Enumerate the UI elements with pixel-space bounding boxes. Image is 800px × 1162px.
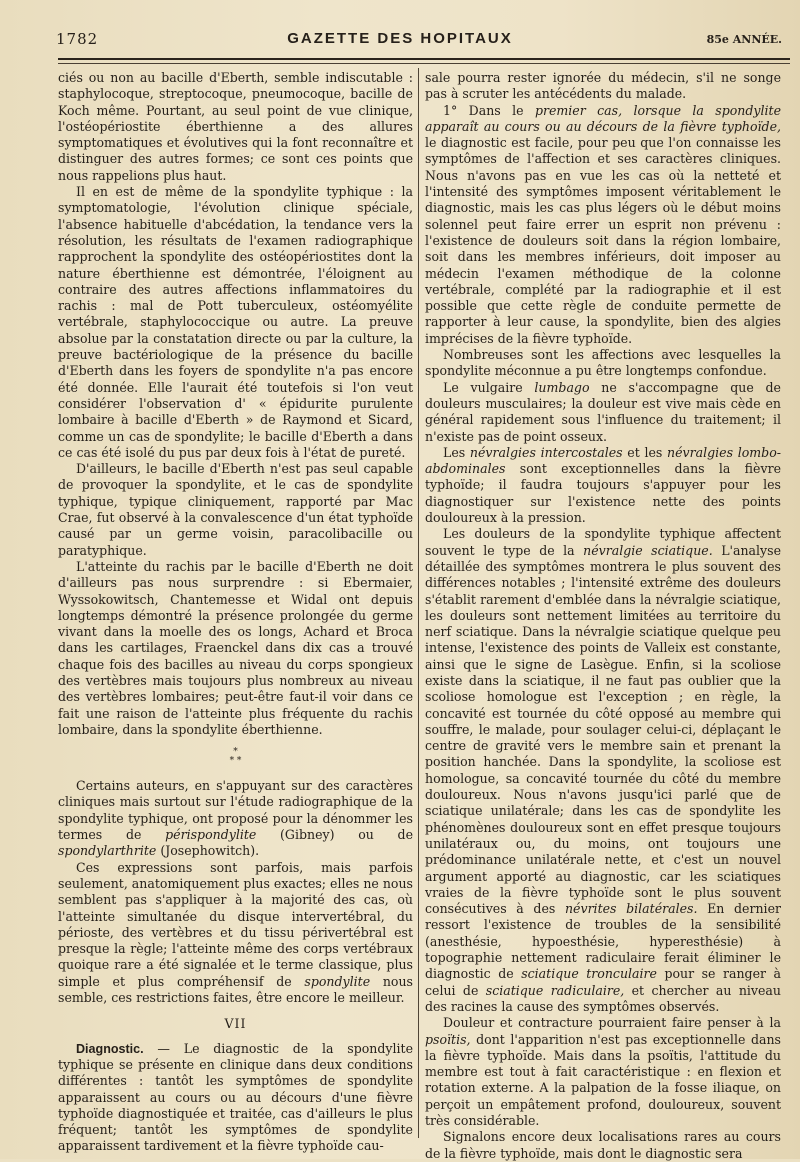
text-run: L'analyse détaillée des symptômes montrera le plus souvent des différences notables ; l'intensité extrême des douleurs s'établit rarement d'emblée dans la névralgie sciatique, les douleurs sont nettement limitées au territoire du nerf sciatique. Dans la névralgie sciatique quelque peu intense, l'existence des points de Valleix est constante, ainsi que le signe de Lasègue. Enfin, si la scoliose existe dans la sciatique, il ne faut pas oublier que la scoliose homologue est l'exception ; en règle, la concavité est tournée du côté opposé au membre qui souffre, le malade, pour soulager celui-ci, déplaçant le centre de gravité vers le membre sain et prenant la position hanchée. Dans la spondylite, la scoliose est homologue, sa concavité tournée du côté du membre douloureux. Nous n'avons jusqu'ici parlé que de sciatique unilatérale; dans les cas de spondylite les phénomènes douloureux sont en effet presque toujours unilatéraux ou, du moins, ont toujours une prédominance unilatérale nette, et c'est un nouvel argument apporté au diagnostic, car les sciatiques vraies de la fièvre typhoïde sont le plus souvent consécutives à des <box>425 542 781 917</box>
paragraph <box>425 526 781 1015</box>
section-separator <box>58 738 413 778</box>
text-run: Ces expressions sont parfois, mais parfois seulement, anatomiquement plus exactes; elles ne nous semblent pas s'appliquer à la majorité des cas, où l'atteinte simultanée du disque intervertébral, du périoste, des vertèbres et du tissu périvertébral est presque la règle; l'atteinte même des corps vertébraux quoique rare a été signalée et le terme classique, plus simple et plus compréhensif de <box>58 859 413 989</box>
paragraph <box>58 778 413 859</box>
text-run: En dernier ressort l'existence de troubles de la sensibilité (anesthésie, hypoesthésie, hyperesthésie) à topographie nettement radiculaire ferait éliminer le diagnostic de <box>425 901 781 982</box>
right-column <box>425 70 781 1162</box>
text-run: Certains auteurs, en s'appuyant sur des caractères cliniques mais surtout sur l'étude radiographique de la spondylite typhique, ont proposé pour la dénommer les termes de <box>58 778 413 843</box>
paragraph: L'atteinte du rachis par le bacille d'Eberth ne doit d'ailleurs pas nous surprendre : si Ebermaier, Wyssokowitsch, Chantemesse et Widal ont depuis longtemps démontré la présence prolongée du germe vivant dans la moelle des os longs, Achard et Broca dans les cartilages, Fraenckel dans dix cas a trouvé chaque fois des bacilles au niveau du corps spongieux des vertèbres mais toujours plus nombreux au niveau des vertèbres lombaires; peut-être faut-il voir dans ce fait une raison de l'atteinte plus fréquente du rachis lombaire, dans la spondylite éberthienne. <box>58 558 413 737</box>
text-run: (Gibney) ou de <box>256 827 413 843</box>
text-run: ne s'accompagne que de douleurs musculaires; la douleur est vive mais cède en général rapidement sous l'influence du traitement; il n'existe pas de point osseux. <box>425 379 781 444</box>
section-number: VII <box>224 1016 247 1032</box>
italic-term: sciatique radiculaire, <box>485 982 625 998</box>
italic-term: spondylite <box>304 973 371 989</box>
text-run: Le vulgaire <box>443 379 535 395</box>
paragraph <box>425 1015 781 1129</box>
header-rule-thin <box>58 63 790 64</box>
section-heading: Diagnostic. <box>76 1041 144 1056</box>
text-run: Les douleurs de la spondylite typhique affectent souvent le type de la <box>425 526 781 558</box>
text-run: sont exceptionnelles dans la fièvre typhoïde; il faudra toujours s'appuyer pour les diagnostiquer sur l'existence nette des points douloureux à la pression. <box>425 461 781 526</box>
paragraph: Il en est de même de la spondylite typhique : la symptomatologie, l'évolution clinique spéciale, l'absence habituelle d'abcédation, la tendance vers la résolution, les résultats de l'examen radiographique rapprochent la spondylite des ostéopériostites dont la nature éberthienne est démontrée, l'éloignent au contraire des autres affections inflammatoires du rachis : mal de Pott tuberculeux, ostéomyélite vertébrale, staphylococcique ou autre. La preuve absolue par la constatation directe ou par la culture, la preuve bactériologique de la présence du bacille d'Eberth dans les foyers de spondylite n'a pas encore été donnée. Elle l'aurait été toutefois si l'on veut considérer l'observation d' « épidurite purulente lombaire à bacille d'Eberth » de Raymond et Sicard, comme un cas de spondylite; le bacille d'Eberth a dans ce cas été isolé du pus par deux fois à l'état de pureté. <box>58 184 413 460</box>
text-run: nous semble, ces restrictions faites, être encore le meilleur. <box>58 973 413 1006</box>
text-run: Douleur et contracture pourraient faire penser à la <box>443 1015 781 1031</box>
italic-term: névralgies lombo-abdominales <box>425 444 781 477</box>
column-divider <box>418 68 419 1138</box>
italic-term: névrites bilatérales. <box>564 901 698 917</box>
paragraph <box>58 860 413 1007</box>
italic-term: névralgies intercostales <box>469 444 623 460</box>
text-run: Les <box>443 444 470 460</box>
paragraph <box>425 380 781 445</box>
paragraph <box>425 445 781 526</box>
italic-term: sciatique tronculaire <box>521 966 657 982</box>
journal-title: GAZETTE DES HOPITAUX <box>287 30 513 47</box>
text-run: dont l'apparition n'est pas exceptionnelle dans la fièvre typhoïde. Mais dans la psoïtis, l'attitude du membre est tout à fait caractéristique : en flexion et rotation externe. A la palpation de la fosse iliaque, on perçoit un empâtement profond, douloureux, souvent très considérable. <box>425 1031 781 1128</box>
text-run: et les <box>622 444 668 460</box>
paragraph: Nombreuses sont les affections avec lesquelles la spondylite méconnue a pu être longtemps confondue. <box>425 347 781 379</box>
paragraph: Signalons encore deux localisations rares au cours de la fièvre typhoïde, mais dont le diagnostic sera <box>425 1129 781 1161</box>
left-column <box>58 70 413 1155</box>
italic-term: premier cas, lorsque la spondylite apparaît au cours ou au décours de la fièvre typhoïde, <box>425 102 781 134</box>
text-run: le diagnostic est facile, pour peu que l'on connaisse les symptômes de l'affection et ses caractères cliniques. Nous n'avons pas en vue les cas où la netteté et l'intensité des symptômes imposent véritablement le diagnostic, mais les cas plus légers où le début moins solennel peut faire errer un esprit non prévenu : l'existence de douleurs soit dans la région lombaire, soit dans les membres inférieurs, doit imposer au médecin l'examen méthodique de la colonne vertébrale, complété par la radiographie et il est possible que cette règle de conduite permette de rapporter à leur cause, la spondylite, bien des algies imprécises de la fièvre typhoïde. <box>425 135 781 346</box>
paragraph <box>58 1041 413 1155</box>
page-number: 1782 <box>56 30 99 48</box>
paragraph: sale pourra rester ignorée du médecin, s'il ne songe pas à scruter les antécédents du malade. <box>425 70 781 102</box>
volume-year: 85e ANNÉE. <box>706 33 782 46</box>
separator-stars: * * <box>229 756 242 767</box>
italic-term: spondylarthrite <box>58 843 157 859</box>
text-run: — Le diagnostic de la spondylite typhique se présente en clinique dans deux conditions différentes : tantôt les symptômes de spondylite apparaissent au cours ou au décours d'une fièvre typhoïde diagnostiquée et traitée, cas d'ailleurs le plus fréquent; tantôt les symptômes de spondylite apparaissent tardivement et la fièvre typhoïde cau- <box>58 1040 413 1154</box>
paragraph: D'ailleurs, le bacille d'Eberth n'est pas seul capable de provoquer la spondylite, et le cas de spondylite typhique, typique cliniquement, rapporté par Mac Crae, fut observé à la convalescence d'un état typhoïde causé par un germe voisin, paracolibacille ou paratyphique. <box>58 461 413 558</box>
text-run: 1° Dans le <box>443 102 535 118</box>
paragraph <box>425 103 781 347</box>
italic-term: lumbago <box>534 379 590 395</box>
separator-star: * <box>233 747 238 758</box>
italic-term: psoïtis, <box>425 1031 471 1047</box>
page-header <box>0 0 800 62</box>
text-run: pour se ranger à celui de <box>425 966 781 998</box>
italic-term: périspondylite <box>165 827 257 843</box>
italic-term: névralgie sciatique. <box>583 542 713 558</box>
text-run: et chercher au niveau des racines la cause des symptômes observés. <box>425 982 781 1014</box>
header-rule <box>58 58 790 60</box>
paragraph: ciés ou non au bacille d'Eberth, semble indiscutable : staphylocoque, streptocoque, pneumocoque, bacille de Koch même. Pourtant, au seul point de vue clinique, l'ostéopériostite éberthienne a des allures symptomatiques et évolutives qui la font reconnaître et distinguer des autres formes; ce sont ces points que nous rappelions plus haut. <box>58 70 413 183</box>
text-run: (Josephowitch). <box>156 843 260 859</box>
